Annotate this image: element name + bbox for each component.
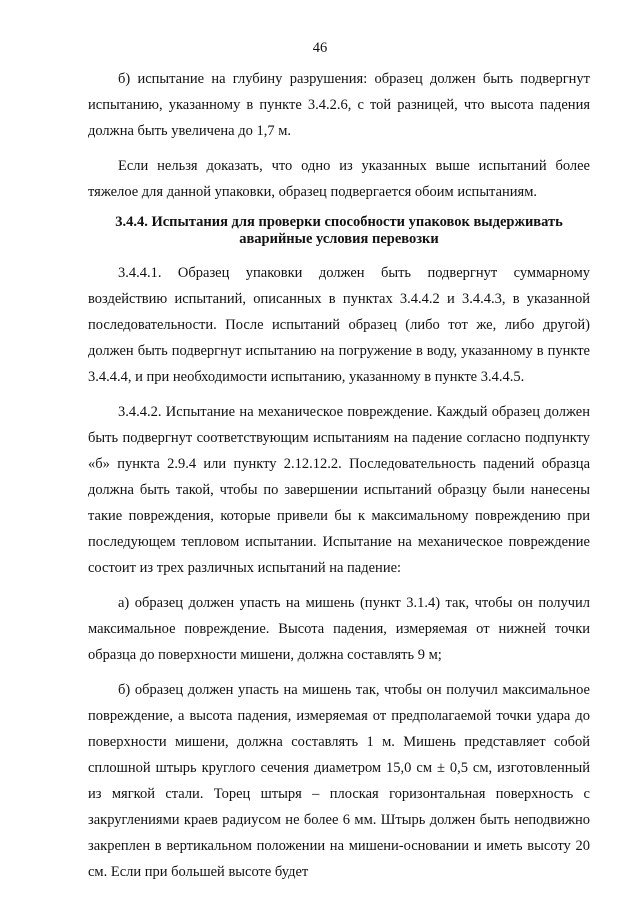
paragraph-drop-test-depth: б) испытание на глубину разрушения: образец должен быть подвергнут испытанию, указанному в пункте 3.4.2.6, с той разницей, что высота падения должна быть увеличена до 1,7 м. <box>88 71 590 139</box>
paragraph-3-4-4-1: 3.4.4.1. Образец упаковки должен быть подвергнут суммарному воздействию испытаний, описанных в пунктах 3.4.4.2 и 3.4.4.3, в указанной последовательности. После испытаний образец (либо тот же, либо другой) должен быть подвергнут испытанию на погружение в воду, указанному в пункте 3.4.4.4, и при необходимости испытанию, указанному в пункте 3.4.4.5. <box>88 265 590 385</box>
paragraph-item-b: б) образец должен упасть на мишень так, чтобы он получил максимальное повреждение, а высота падения, измеряемая от предполагаемой точки удара до поверхности мишени, должна составлять 1 м. Мишень представляет собой сплошной штырь круглого сечения диаметром 15,0 см ± 0,5 см, изготовленный из мягкой стали. Торец штыря – плоская горизонтальная поверхность с закруглениями краев радиусом не более 6 мм. Штырь должен быть неподвижно закреплен в вертикальном положении на мишени-основании и иметь высоту 20 см. Если при большей высоте будет <box>88 682 590 880</box>
page-number: 46 <box>312 40 328 56</box>
section-heading-3-4-4: 3.4.4. Испытания для проверки способности упаковок выдерживать аварийные условия перевозки <box>115 214 563 247</box>
paragraph-3-4-4-2: 3.4.4.2. Испытание на механическое повреждение. Каждый образец должен быть подвергнут соответствующим испытаниям на падение согласно подпункту «б» пункта 2.9.4 или пункту 2.12.12.2. Последовательность падений образца должна быть такой, чтобы по завершении испытаний образцу были нанесены такие повреждения, которые привели бы к максимальному повреждению при последующем тепловом испытании. Испытание на механическое повреждение состоит из трех различных испытаний на падение: <box>88 404 590 576</box>
body-text <box>88 66 590 894</box>
paragraph-item-a: а) образец должен упасть на мишень (пункт 3.1.4) так, чтобы он получил максимальное повреждение. Высота падения, измеряемая от нижней точки образца до поверхности мишени, должна составлять 9 м; <box>88 595 590 663</box>
paragraph-both-tests: Если нельзя доказать, что одно из указанных выше испытаний более тяжелое для данной упаковки, образец подвергается обоим испытаниям. <box>88 158 590 200</box>
